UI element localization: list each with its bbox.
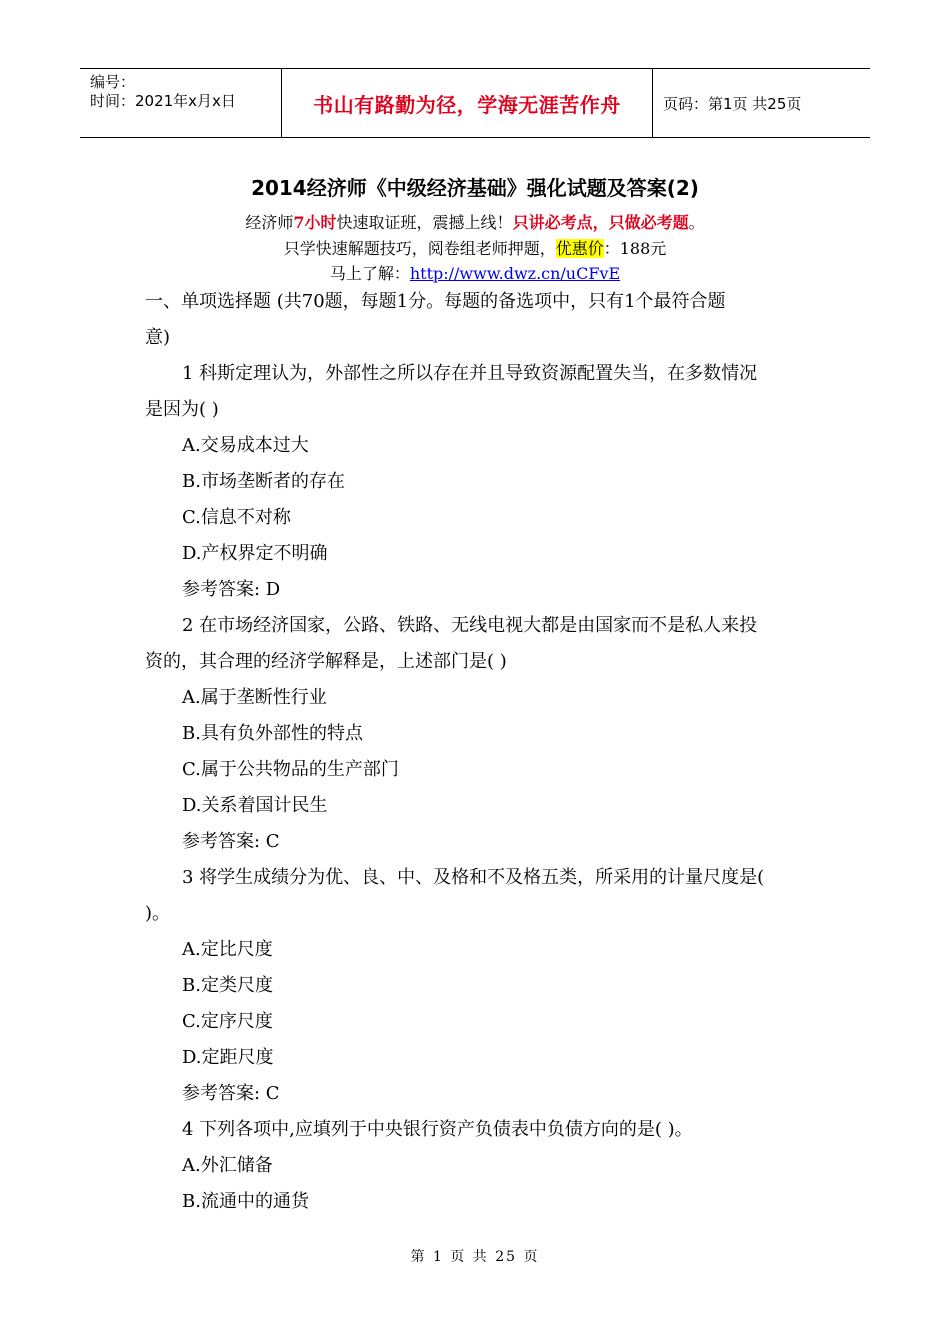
option-d: D.关系着国计民生: [182, 795, 328, 816]
promo-text: 只学快速解题技巧，阅卷组老师押题，: [283, 239, 556, 258]
question-1: [145, 356, 810, 608]
promo-link[interactable]: http://www.dwz.cn/uCFvE: [409, 264, 621, 283]
promo-highlight: 7小时: [293, 213, 337, 232]
option-d: D.产权界定不明确: [182, 543, 328, 564]
answer: 参考答案: C: [182, 831, 280, 852]
header-page-label: 页码：第1页 共25页: [663, 94, 802, 113]
question-stem-cont: )。: [145, 903, 171, 924]
promo-line-3: [0, 261, 950, 284]
price-text: ：188元: [603, 239, 667, 258]
question-stem: 1 科斯定理认为，外部性之所以存在并且导致资源配置失当，在多数情况: [182, 363, 758, 384]
question-stem: 2 在市场经济国家，公路、铁路、无线电视大都是由国家而不是私人来投: [182, 615, 758, 636]
option-a: A.属于垄断性行业: [182, 687, 327, 708]
answer: 参考答案: C: [182, 1083, 280, 1104]
document-title: 2014经济师《中级经济基础》强化试题及答案(2): [251, 176, 699, 200]
option-b: B.定类尺度: [182, 975, 273, 996]
page-footer: 第 1 页 共 25 页: [410, 1249, 540, 1265]
promo-highlight: 只讲必考点，只做必考题: [512, 213, 689, 232]
question-3: [145, 860, 810, 1112]
option-c: C.定序尺度: [182, 1011, 273, 1032]
page-header: [80, 68, 870, 138]
option-a: A.交易成本过大: [182, 435, 309, 456]
section-heading-line-1: 一、单项选择题 (共70题，每题1分。每题的备选项中，只有1个最符合题: [145, 291, 726, 312]
header-meta: [80, 69, 281, 137]
option-b: B.市场垄断者的存在: [182, 471, 345, 492]
document-body: [145, 284, 810, 1220]
question-4: [145, 1112, 810, 1220]
price-highlight: 优惠价: [555, 239, 604, 258]
time-label: 时间：2021年x月x日: [90, 92, 236, 110]
question-stem: 4 下列各项中,应填列于中央银行资产负债表中负债方向的是( )。: [182, 1119, 693, 1140]
question-stem: 3 将学生成绩分为优、良、中、及格和不及格五类，所采用的计量尺度是(: [182, 867, 765, 888]
promo-line-2: [0, 236, 950, 259]
answer: 参考答案: D: [182, 579, 281, 600]
option-c: C.属于公共物品的生产部门: [182, 759, 399, 780]
promo-text: 马上了解：: [329, 264, 410, 283]
number-label: 编号：: [90, 73, 136, 91]
question-2: [145, 608, 810, 860]
promo-line-1: [0, 210, 950, 233]
option-a: A.定比尺度: [182, 939, 273, 960]
question-stem-cont: 资的，其合理的经济学解释是，上述部门是( ): [145, 651, 507, 672]
option-c: C.信息不对称: [182, 507, 291, 528]
option-b: B.流通中的通货: [182, 1191, 309, 1212]
section-heading-line-2: 意): [145, 327, 171, 348]
option-b: B.具有负外部性的特点: [182, 723, 363, 744]
promo-text: 经济师: [245, 213, 294, 232]
promo-text: 。: [688, 213, 705, 232]
promo-text: 快速取证班，震撼上线！: [336, 213, 513, 232]
option-d: D.定距尺度: [182, 1047, 274, 1068]
header-motto: 书山有路勤为径，学海无涯苦作舟: [281, 69, 653, 137]
question-stem-cont: 是因为( ): [145, 399, 219, 420]
option-a: A.外汇储备: [182, 1155, 273, 1176]
